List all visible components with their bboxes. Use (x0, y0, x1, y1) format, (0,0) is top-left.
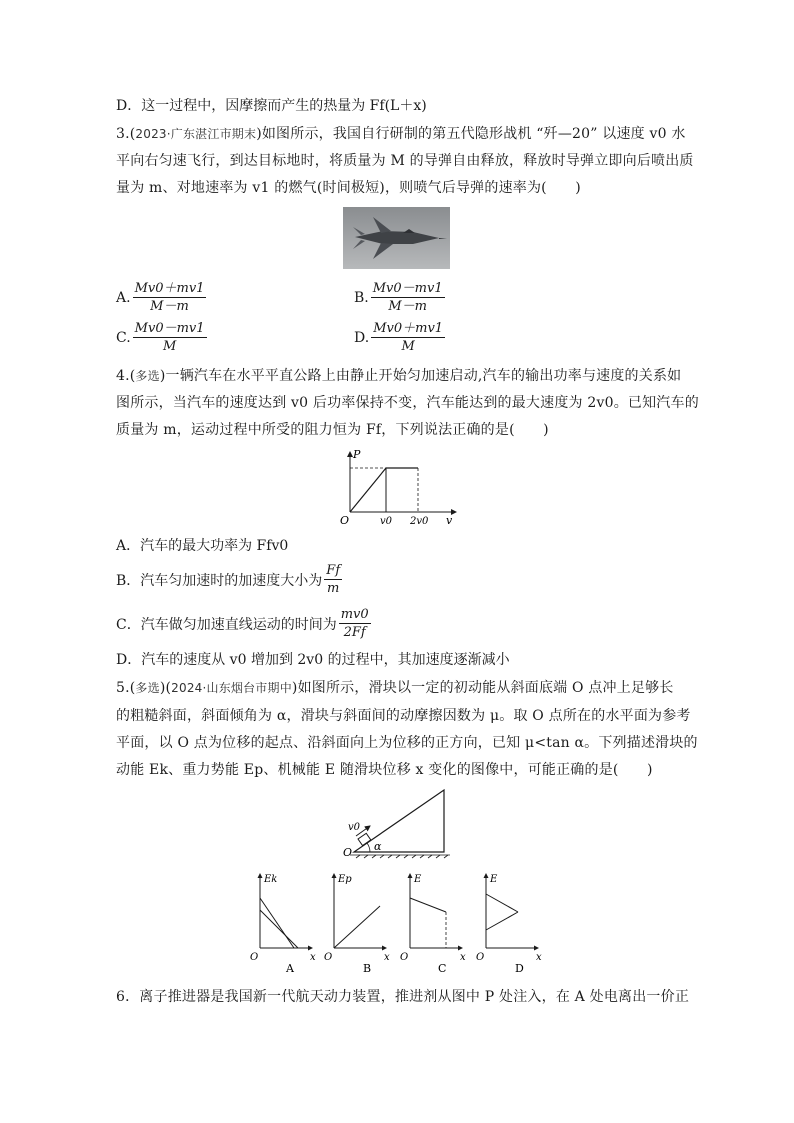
svg-text:B: B (363, 962, 372, 975)
q4-line1: 4.(多选)一辆汽车在水平平直公路上由静止开始匀加速启动,汽车的输出功率与速度的关系如 (116, 368, 682, 384)
q5-line2: 的粗糙斜面，斜面倾角为 α，滑块与斜面间的动摩擦因数为 μ。取 O 点所在的水平面为参考 (116, 708, 691, 724)
svg-text:D: D (515, 962, 524, 975)
q3-option-a[interactable]: A. $\frac{Mv0+mv1}{M-m}$ (116, 281, 205, 314)
q3-text1: )如图所示，我国自行研制的第五代隐形战机 “歼—20” 以速度 v0 水 (256, 126, 686, 142)
q3-source: 2023·广东湛江市期末 (135, 127, 257, 141)
svg-text:x: x (384, 952, 390, 963)
q3-option-c[interactable]: C. $\frac{Mv0-mv1}{M}$ (116, 321, 205, 354)
p-label: P (353, 448, 361, 461)
q6-line1: 6．离子推进器是我国新一代航天动力装置，推进剂从图中 P 处注入，在 A 处电离出一价正 (116, 989, 690, 1005)
q3-line3: 量为 m、对地速率为 v1 的燃气(时间极短)，则喷气后导弹的速率为( ) (116, 180, 581, 196)
svg-text:C: C (438, 962, 447, 975)
tick-2v0: 2v0 (410, 516, 429, 527)
q3-line1 (116, 124, 686, 144)
q3-option-b[interactable]: B. $\frac{Mv0-mv1}{M-m}$ (354, 281, 443, 314)
q3-line2: 平向右匀速飞行，到达目标地时，将质量为 M 的导弹自由释放，释放时导弹立即向后喷出质 (116, 153, 694, 169)
q4-option-a[interactable]: A．汽车的最大功率为 Ffv0 (116, 538, 289, 554)
graph-c (400, 874, 466, 975)
svg-text:O: O (476, 952, 485, 963)
v0-label: v0 (348, 822, 361, 833)
angle-arc (367, 843, 370, 852)
q5-line4: 动能 Ek、重力势能 Ep、机械能 E 随滑块位移 x 变化的图像中，可能正确的是( ) (116, 762, 653, 778)
graph-b (324, 874, 390, 975)
q4-option-d[interactable]: D．汽车的速度从 v0 增加到 2v0 的过程中，其加速度逐渐减小 (116, 652, 510, 668)
svg-text:x: x (460, 952, 466, 963)
alpha-label: α (374, 840, 382, 853)
incline-figure (340, 786, 455, 862)
svg-text:x: x (310, 952, 316, 963)
svg-text:E: E (490, 874, 498, 885)
svg-text:O: O (324, 952, 333, 963)
q4-option-c[interactable]: C．汽车做匀加速直线运动的时间为 $\frac{mv0}{2Ff}$ (116, 607, 369, 640)
v-label: v (446, 514, 453, 527)
graph-a (250, 874, 316, 975)
tick-v0: v0 (380, 516, 393, 527)
ground-hatch (350, 855, 450, 858)
svg-text:E: E (414, 874, 422, 885)
q5-line1: 5.(多选)(2024·山东烟台市期中)如图所示，滑块以一定的初动能从斜面底端 O 点冲上足够长 (116, 680, 674, 696)
power-velocity-graph (338, 448, 460, 530)
slider-block (358, 833, 371, 845)
svg-text:x: x (536, 952, 542, 963)
origin-label: O (340, 514, 350, 527)
svg-text:Ek: Ek (264, 874, 278, 885)
svg-text:A: A (286, 962, 294, 975)
svg-text:Ep: Ep (338, 874, 352, 885)
q5-line3: 平面，以 O 点为位移的起点、沿斜面向上为位移的正方向，已知 μ<tan α。下列描述滑块的 (116, 735, 698, 751)
q3-number: 3.( (116, 126, 136, 142)
o-label: O (343, 846, 353, 859)
graph-d (476, 874, 542, 975)
energy-graphs (250, 868, 550, 976)
q4-line2: 图所示，当汽车的速度达到 v0 后功率保持不变，汽车能达到的最大速度为 2v0。已知汽车的 (116, 395, 699, 411)
q4-line3: 质量为 m，运动过程中所受的阻力恒为 Ff，下列说法正确的是( ) (116, 422, 549, 438)
accel-line (350, 468, 386, 512)
q3-option-d[interactable]: D. $\frac{Mv0+mv1}{M}$ (354, 321, 444, 354)
svg-text:O: O (400, 952, 409, 963)
prev-option-d: D．这一过程中，因摩擦而产生的热量为 Ff(L＋x) (116, 98, 427, 114)
q4-option-b[interactable]: B．汽车匀加速时的加速度大小为 $\frac{Ff}{m}$ (116, 563, 341, 596)
svg-text:O: O (250, 952, 259, 963)
jet-photo (343, 207, 450, 269)
